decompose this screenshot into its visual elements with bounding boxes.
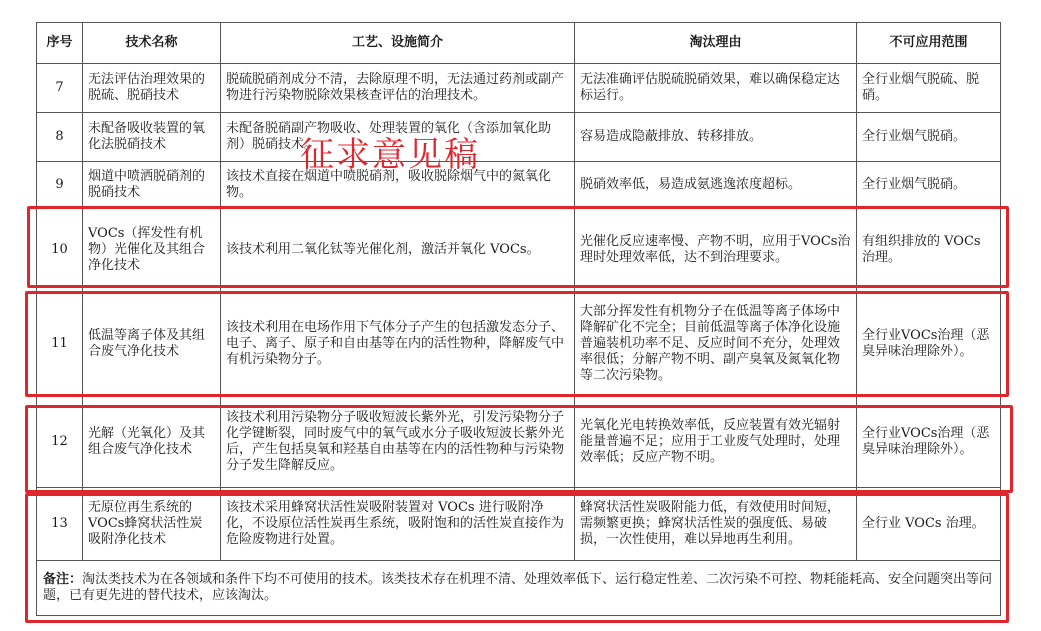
remark-text: 淘汰类技术为在各领域和条件下均不可使用的技术。该类技术存在机理不清、处理效率低下、运行稳定性差、二次污染不可控、物耗能耗高、安全问题突出等问题，已有更先进的替代技术，应该淘汰。: [43, 572, 993, 603]
process-description: 该技术利用污染物分子吸收短波长紫外光，引发污染物分子化学键断裂，同时废气中的氧气或水分子吸收短波长紫外光后，产生包括臭氧和羟基自由基等在内的活性物种与污染物分子发生降解反应。: [221, 397, 575, 488]
tech-name: 无法评估治理效果的脱硫、脱硝技术: [83, 64, 221, 113]
table-row: [37, 162, 1001, 209]
tech-name: 未配备吸收装置的氧化法脱硝技术: [83, 113, 221, 162]
header-seq: 序号: [37, 23, 83, 64]
draft-watermark: 征求意见稿: [300, 135, 480, 175]
row-number: 7: [37, 64, 83, 113]
tech-name: 光解（光氧化）及其组合废气净化技术: [83, 397, 221, 488]
row-number: 12: [37, 397, 83, 488]
table-row: [37, 64, 1001, 113]
prohibited-scope: 全行业烟气脱硝。: [857, 162, 1001, 209]
header-process-description: 工艺、设施简介: [221, 23, 575, 64]
highlight-box-row-13-and-remark: [25, 493, 1009, 623]
prohibited-scope: 全行业烟气脱硝。: [857, 113, 1001, 162]
row-number: 11: [37, 292, 83, 397]
tech-name: VOCs（挥发性有机物）光催化及其组合净化技术: [83, 209, 221, 292]
prohibited-scope: 全行业烟气脱硫、脱硝。: [857, 64, 1001, 113]
header-elimination-reason: 淘汰理由: [575, 23, 857, 64]
tech-name: 烟道中喷洒脱硝剂的脱硝技术: [83, 162, 221, 209]
process-description: 脱硫脱硝剂成分不清，去除原理不明，无法通过药剂或副产物进行污染物脱除效果核查评估的治理技术。: [221, 64, 575, 113]
row-number: 9: [37, 162, 83, 209]
remark-label: 备注：: [43, 572, 83, 587]
process-description: 未配备脱硝副产物吸收、处理装置的氧化（含添加氧化助剂）脱硝技术。: [221, 113, 575, 162]
elimination-reason: 无法准确评估脱硫脱硝效果，难以确保稳定达标运行。: [575, 64, 857, 113]
elimination-reason: 光催化反应速率慢、产物不明，应用于VOCs治理时处理效率低，达不到治理要求。: [575, 209, 857, 292]
prohibited-scope: 有组织排放的 VOCs 治理。: [857, 209, 1001, 292]
prohibited-scope: 全行业VOCs治理（恶臭异味治理除外）。: [857, 397, 1001, 488]
tech-name: 低温等离子体及其组合废气净化技术: [83, 292, 221, 397]
process-description: 该技术直接在烟道中喷脱硝剂，吸收脱除烟气中的氮氧化物。: [221, 162, 575, 209]
elimination-reason: 大部分挥发性有机物分子在低温等离子体场中降解矿化不完全；目前低温等离子体净化设施普遍装机功率不足、反应时间不充分，处理效率很低；分解产物不明、副产臭氧及氮氧化物等二次污染物。: [575, 292, 857, 397]
highlight-box-row-10: [27, 206, 1009, 288]
process-description: 该技术采用蜂窝状活性炭吸附装置对 VOCs 进行吸附净化，不设原位活性炭再生系统，吸附饱和的活性炭直接作为危险废物进行处置。: [221, 488, 575, 561]
header-prohibited-scope: 不可应用范围: [857, 23, 1001, 64]
prohibited-scope: 全行业 VOCs 治理。: [857, 488, 1001, 561]
tech-name: 无原位再生系统的VOCs蜂窝状活性炭吸附净化技术: [83, 488, 221, 561]
row-number: 13: [37, 488, 83, 561]
row-number: 8: [37, 113, 83, 162]
elimination-reason: 蜂窝状活性炭吸附能力低，有效使用时间短，需频繁更换；蜂窝状活性炭的强度低、易破损，一次性使用，难以异地再生利用。: [575, 488, 857, 561]
elimination-reason: 容易造成隐蔽排放、转移排放。: [575, 113, 857, 162]
elimination-reason: 脱硝效率低，易造成氨逃逸浓度超标。: [575, 162, 857, 209]
elimination-reason: 光氧化光电转换效率低，反应装置有效光辐射能量普遍不足；应用于工业废气处理时，处理效率低；反应产物不明。: [575, 397, 857, 488]
highlight-box-row-12: [25, 405, 1013, 493]
table-row: [37, 113, 1001, 162]
highlight-box-row-11: [25, 291, 1009, 397]
process-description: 该技术利用在电场作用下气体分子产生的包括激发态分子、电子、离子、原子和自由基等在内的活性物种，降解废气中有机污染物分子。: [221, 292, 575, 397]
header-tech-name: 技术名称: [83, 23, 221, 64]
process-description: 该技术利用二氧化钛等光催化剂，激活并氧化 VOCs。: [221, 209, 575, 292]
prohibited-scope: 全行业VOCs治理（恶臭异味治理除外）。: [857, 292, 1001, 397]
row-number: 10: [37, 209, 83, 292]
table-header-row: [37, 23, 1001, 64]
